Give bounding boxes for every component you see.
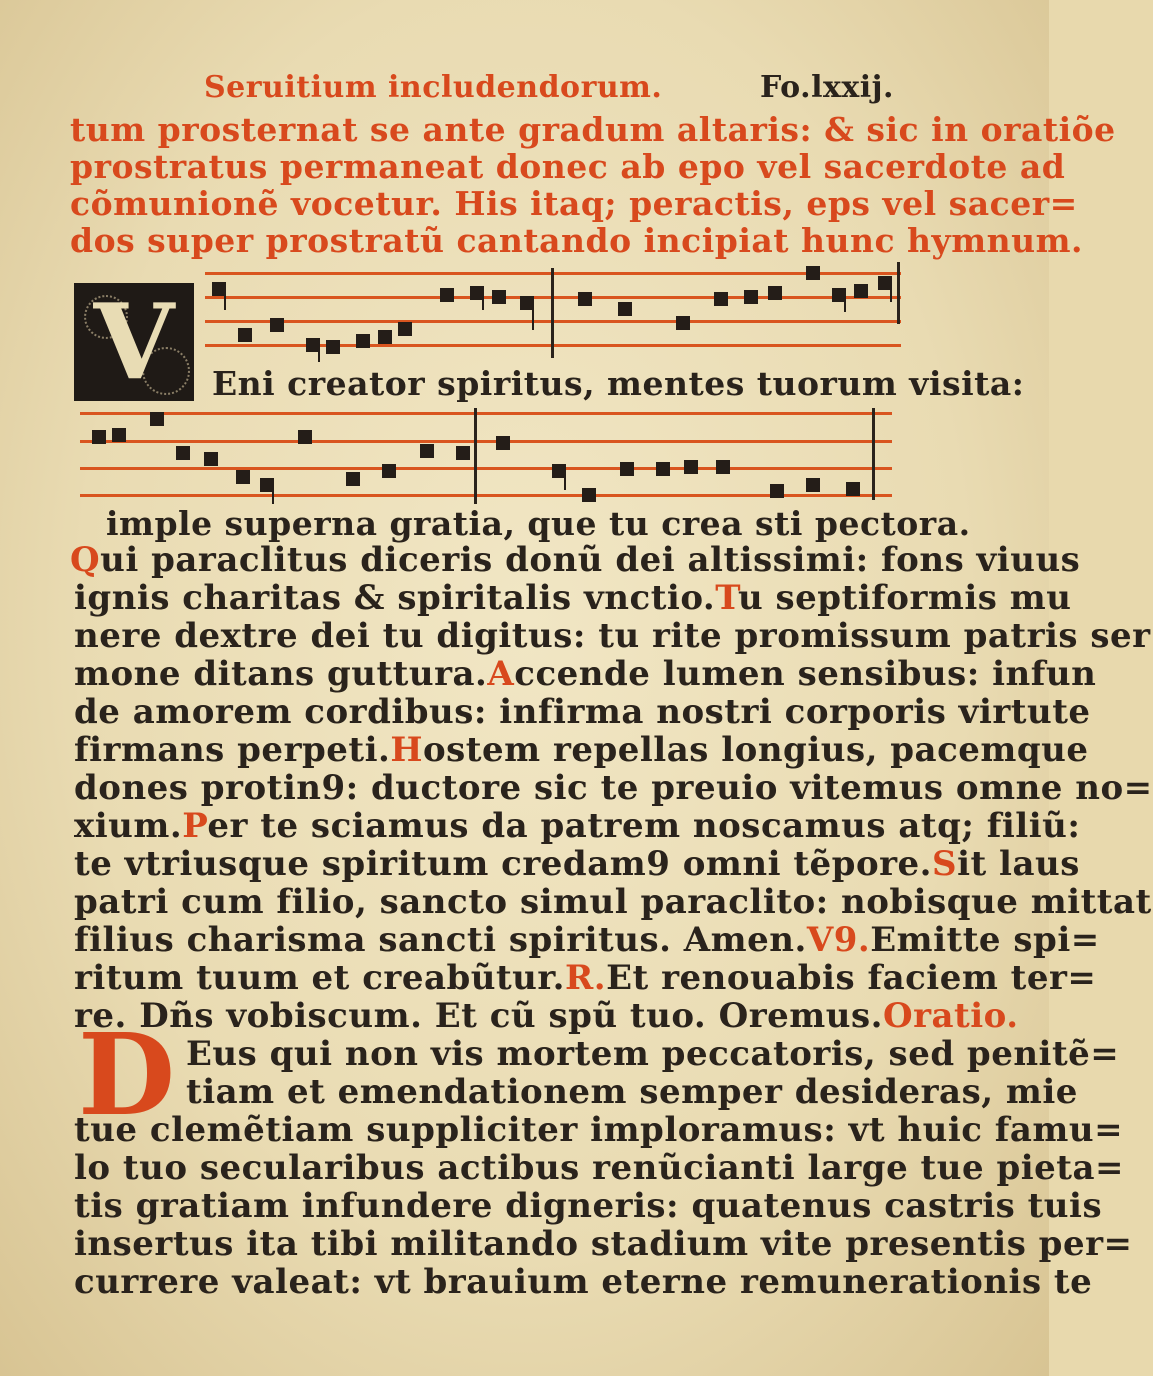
neume-stem — [564, 468, 566, 490]
hymn-line: te vtriusque spiritum credam9 omni tẽpore.Sit laus — [74, 844, 1080, 884]
chant-neume — [716, 460, 730, 474]
neume-stem — [532, 300, 534, 330]
hymn-line: Qui paraclitus diceris donũ dei altissimi: fons viuus — [70, 540, 1081, 580]
chant-neume — [714, 292, 728, 306]
rubric-line: dos super prostratũ cantando incipiat hunc hymnum. — [70, 221, 1084, 260]
neume-stem — [890, 280, 892, 302]
hymn-line: patri cum filio, sancto simul paraclito: nobisque mittat — [74, 882, 1152, 922]
staff-barline — [474, 408, 477, 504]
rubricated-capital: S — [932, 844, 958, 884]
chant-neume — [382, 464, 396, 478]
neume-stem — [482, 290, 484, 310]
chant-neume — [582, 488, 596, 502]
hymn-line: de amorem cordibus: infirma nostri corporis virtute — [74, 692, 1091, 732]
staff-line — [80, 440, 892, 443]
rubricated-capital: A — [487, 654, 515, 694]
chant-neume — [92, 430, 106, 444]
versicle-rubric: V9. — [806, 920, 871, 960]
chant-neume — [346, 472, 360, 486]
chant-neume — [420, 444, 434, 458]
chant-lyric-line: Eni creator spiritus, mentes tuorum visita: — [212, 364, 1025, 403]
running-title: Seruitium includendorum. — [204, 70, 663, 105]
chant-neume — [846, 482, 860, 496]
hymn-line: firmans perpeti.Hostem repellas longius, pacemque — [74, 730, 1089, 770]
chant-neume — [440, 288, 454, 302]
chant-neume — [806, 478, 820, 492]
chant-neume — [806, 266, 820, 280]
chant-neume — [204, 452, 218, 466]
staff-barline — [897, 262, 900, 324]
chant-neume — [456, 446, 470, 460]
chant-neume — [270, 318, 284, 332]
staff-barline — [551, 268, 554, 358]
chant-neume — [398, 322, 412, 336]
chant-neume — [236, 470, 250, 484]
chant-neume — [578, 292, 592, 306]
rubric-line: tum prosternat se ante gradum altaris: & sic in oratiõe — [70, 110, 1116, 149]
oratio-line: Eus qui non vis mortem peccatoris, sed penitẽ= — [186, 1034, 1120, 1074]
chant-neume — [684, 460, 698, 474]
hymn-line: ritum tuum et creabũtur.R.Et renouabis faciem ter= — [74, 958, 1097, 998]
rubric-line: cõmunionẽ vocetur. His itaq; peractis, eps vel sacer= — [70, 184, 1078, 223]
chant-neume — [356, 334, 370, 348]
chant-neume — [768, 286, 782, 300]
folio-number: Fo.lxxij. — [760, 70, 894, 105]
staff-line — [80, 467, 892, 470]
rubric-line: prostratus permaneat donec ab epo vel sacerdote ad — [70, 147, 1066, 186]
staff-barline — [872, 408, 875, 500]
chant-neume — [854, 284, 868, 298]
hymn-line: nere dextre dei tu digitus: tu rite promissum patris ser — [74, 616, 1151, 656]
hymn-line: re. Dñs vobiscum. Et cũ spũ tuo. Oremus.Oratio. — [74, 996, 1019, 1036]
oratio-line: tiam et emendationem semper desideras, mie — [186, 1072, 1078, 1112]
staff-line — [80, 412, 892, 415]
chant-neume — [770, 484, 784, 498]
oratio-line: lo tuo secularibus actibus renũcianti large tue pieta= — [74, 1148, 1124, 1188]
chant-neume — [744, 290, 758, 304]
rubricated-capital: Q — [70, 540, 101, 580]
rubricated-capital: P — [182, 806, 208, 846]
hymn-line: mone ditans guttura.Accende lumen sensibus: infun — [74, 654, 1097, 694]
neume-stem — [272, 482, 274, 504]
oratio-rubric: Oratio. — [882, 996, 1019, 1036]
chant-neume — [112, 428, 126, 442]
hymn-line: ignis charitas & spiritalis vnctio.Tu septiformis mu — [74, 578, 1072, 618]
response-rubric: R. — [565, 958, 607, 998]
chant-neume — [496, 436, 510, 450]
chant-neume — [492, 290, 506, 304]
hymn-line: filius charisma sancti spiritus. Amen.V9.Emitte spi= — [74, 920, 1100, 960]
chant-neume — [656, 462, 670, 476]
chant-neume — [176, 446, 190, 460]
chant-lyric-line: imple superna gratia, que tu crea sti pectora. — [106, 504, 971, 543]
chant-neume — [326, 340, 340, 354]
oratio-line: tue clemẽtiam suppliciter imploramus: vt huic famu= — [74, 1110, 1124, 1150]
initial-letter: V — [93, 280, 175, 403]
chant-neume — [618, 302, 632, 316]
hymn-line: dones protin9: ductore sic te preuio vitemus omne no= — [74, 768, 1153, 808]
neume-stem — [844, 292, 846, 312]
oratio-line: currere valeat: vt brauium eterne remunerationis te — [74, 1262, 1093, 1302]
chant-neume — [378, 330, 392, 344]
hymn-line: xium.Per te sciamus da patrem noscamus atq; filiũ: — [74, 806, 1081, 846]
neume-stem — [318, 342, 320, 362]
oratio-line: tis gratiam infundere digneris: quatenus castris tuis — [74, 1186, 1103, 1226]
chant-neume — [298, 430, 312, 444]
rubricated-capital: H — [390, 730, 423, 770]
chant-neume — [150, 412, 164, 426]
neume-stem — [224, 286, 226, 310]
oratio-line: insertus ita tibi militando stadium vite presentis per= — [74, 1224, 1133, 1264]
decorated-initial-v — [74, 280, 194, 403]
chant-neume — [620, 462, 634, 476]
rubricated-capital: T — [715, 578, 738, 618]
chant-neume — [238, 328, 252, 342]
chant-neume — [676, 316, 690, 330]
oratio-initial-d: D — [78, 1010, 176, 1141]
